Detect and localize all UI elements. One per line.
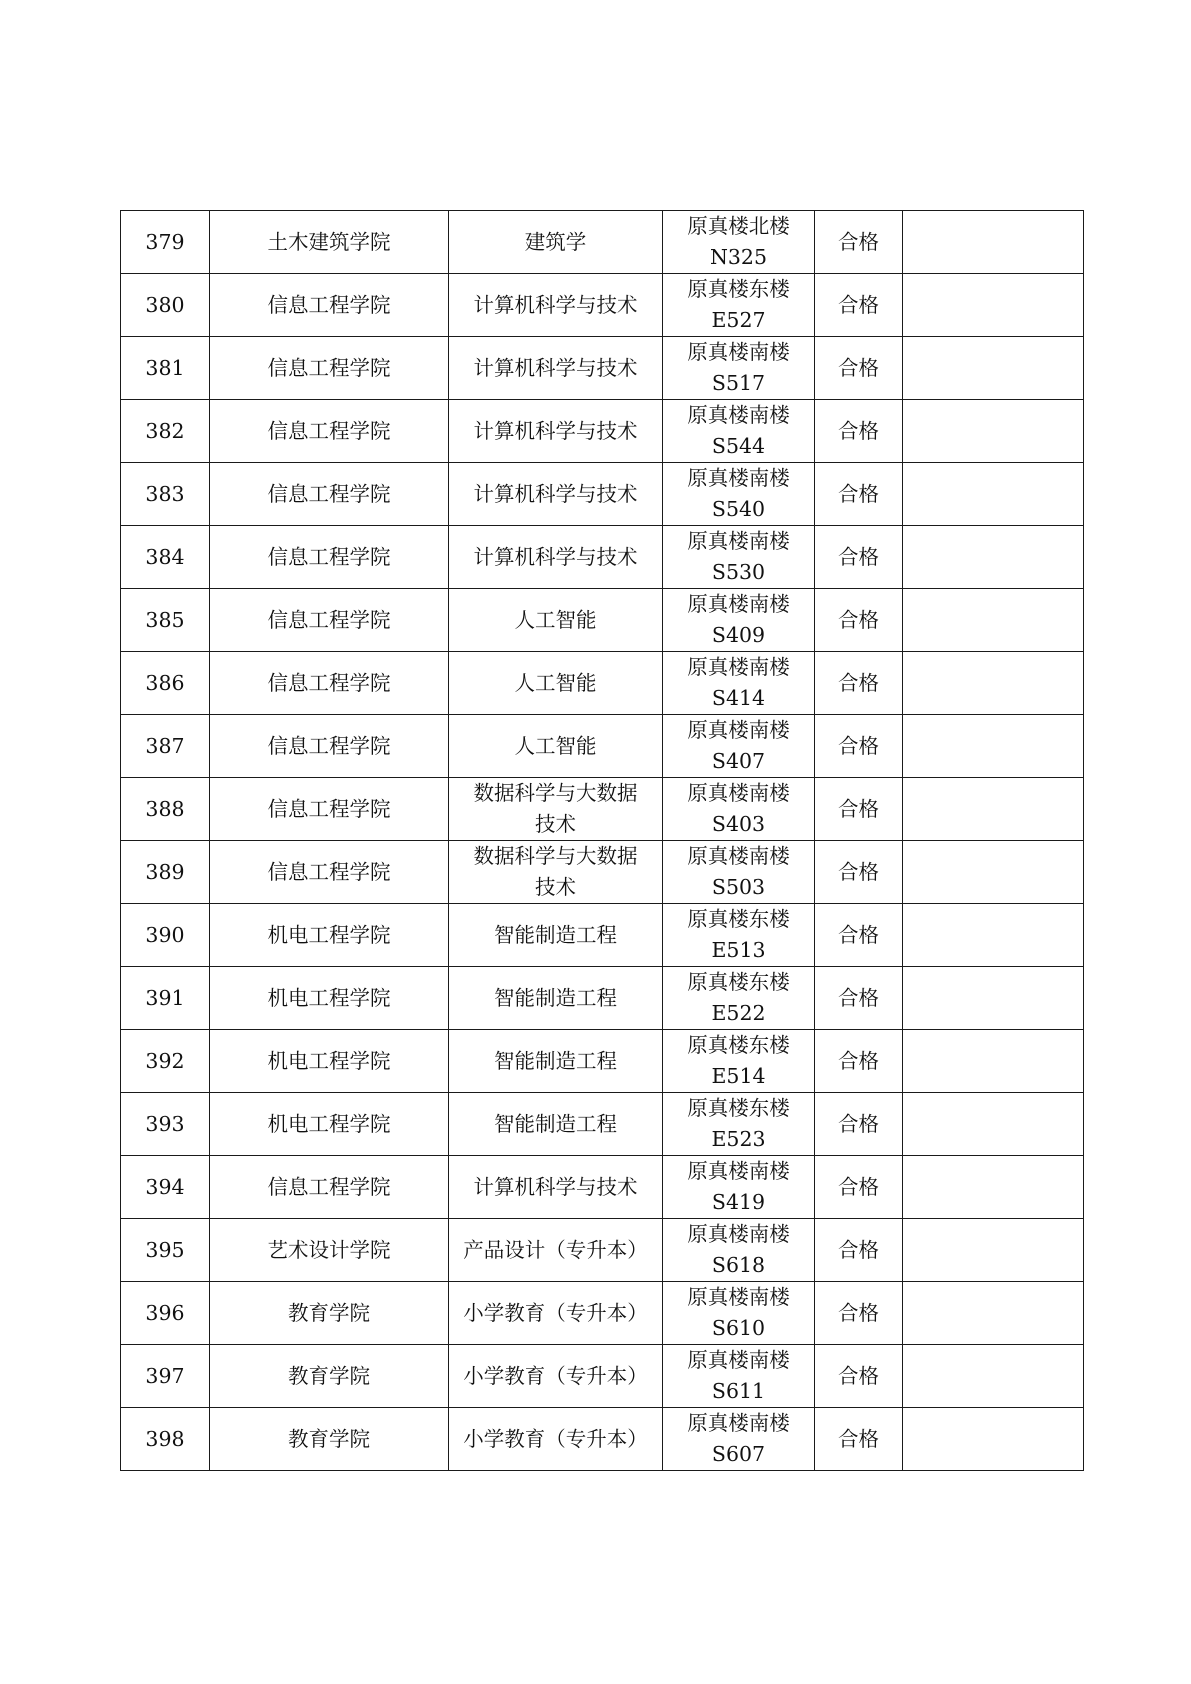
room-number: E513 [711,938,766,962]
building-name: 原真楼南楼 [687,844,790,868]
building-name: 原真楼南楼 [687,1222,790,1246]
major-line: 小学教育（专升本） [463,1426,648,1451]
classroom-cell [663,715,815,778]
college-cell: 机电工程学院 [210,904,449,967]
row-number-cell: 396 [121,1282,210,1345]
major-line: 建筑学 [524,229,587,254]
building-name: 原真楼南楼 [687,1159,790,1183]
building-name: 原真楼南楼 [687,655,790,679]
result-cell: 合格 [815,778,903,841]
row-number-cell: 385 [121,589,210,652]
college-cell: 信息工程学院 [210,652,449,715]
table-row [121,904,1084,967]
remark-cell [903,967,1084,1030]
remark-cell [903,904,1084,967]
row-number-cell: 394 [121,1156,210,1219]
remark-cell [903,337,1084,400]
remark-cell [903,589,1084,652]
room-number: S409 [711,623,766,647]
major-line: 计算机科学与技术 [473,481,638,506]
result-cell: 合格 [815,967,903,1030]
major-line: 数据科学与大数据 [473,781,638,805]
major-cell [449,1156,663,1219]
inspection-results-table [120,210,1084,1471]
classroom-cell [663,778,815,841]
table-row [121,211,1084,274]
college-cell: 教育学院 [210,1345,449,1408]
college-cell: 信息工程学院 [210,526,449,589]
row-number-cell: 388 [121,778,210,841]
row-number-cell: 380 [121,274,210,337]
room-number: E514 [711,1064,766,1088]
row-number-cell: 398 [121,1408,210,1471]
major-line: 数据科学与大数据 [473,844,638,868]
result-cell: 合格 [815,1030,903,1093]
major-line: 人工智能 [514,733,597,758]
college-cell: 信息工程学院 [210,715,449,778]
college-cell: 信息工程学院 [210,589,449,652]
remark-cell [903,778,1084,841]
major-cell [449,400,663,463]
room-number: N325 [709,245,768,269]
major-cell [449,589,663,652]
college-cell: 教育学院 [210,1408,449,1471]
result-cell: 合格 [815,463,903,526]
major-line: 计算机科学与技术 [473,418,638,443]
remark-cell [903,1345,1084,1408]
table-row [121,526,1084,589]
room-number: S503 [711,875,766,899]
room-number: S403 [711,812,766,836]
table-row [121,1219,1084,1282]
building-name: 原真楼南楼 [687,781,790,805]
table-body [121,211,1084,1471]
row-number-cell: 393 [121,1093,210,1156]
classroom-cell [663,652,815,715]
row-number-cell: 392 [121,1030,210,1093]
table-row [121,400,1084,463]
remark-cell [903,1282,1084,1345]
result-cell: 合格 [815,1345,903,1408]
major-line: 智能制造工程 [494,1048,617,1073]
row-number-cell: 382 [121,400,210,463]
row-number-cell: 386 [121,652,210,715]
result-cell: 合格 [815,1093,903,1156]
major-cell [449,652,663,715]
result-cell: 合格 [815,715,903,778]
remark-cell [903,1219,1084,1282]
table-row [121,463,1084,526]
table-row [121,652,1084,715]
major-cell [449,337,663,400]
college-cell: 土木建筑学院 [210,211,449,274]
table-row [121,715,1084,778]
major-line: 智能制造工程 [494,985,617,1010]
table-row [121,841,1084,904]
classroom-cell [663,904,815,967]
result-cell: 合格 [815,652,903,715]
building-name: 原真楼南楼 [687,592,790,616]
major-cell [449,715,663,778]
classroom-cell [663,274,815,337]
major-line: 人工智能 [514,607,597,632]
result-cell: 合格 [815,337,903,400]
college-cell: 艺术设计学院 [210,1219,449,1282]
row-number-cell: 389 [121,841,210,904]
table-row [121,1282,1084,1345]
major-cell [449,1030,663,1093]
room-number: E527 [711,308,766,332]
remark-cell [903,463,1084,526]
major-line: 计算机科学与技术 [473,1174,638,1199]
result-cell: 合格 [815,211,903,274]
table-row [121,1093,1084,1156]
table-row [121,1030,1084,1093]
building-name: 原真楼东楼 [687,1096,790,1120]
row-number-cell: 397 [121,1345,210,1408]
classroom-cell [663,337,815,400]
classroom-cell [663,526,815,589]
college-cell: 信息工程学院 [210,778,449,841]
result-cell: 合格 [815,589,903,652]
college-cell: 信息工程学院 [210,463,449,526]
room-number: S618 [711,1253,766,1277]
result-cell: 合格 [815,1156,903,1219]
college-cell: 信息工程学院 [210,1156,449,1219]
row-number-cell: 379 [121,211,210,274]
major-line: 小学教育（专升本） [463,1300,648,1325]
classroom-cell [663,1030,815,1093]
major-line: 智能制造工程 [494,922,617,947]
row-number-cell: 384 [121,526,210,589]
major-line: 计算机科学与技术 [473,292,638,317]
room-number: S517 [711,371,766,395]
result-cell: 合格 [815,841,903,904]
result-cell: 合格 [815,1408,903,1471]
building-name: 原真楼北楼 [687,214,790,238]
building-name: 原真楼南楼 [687,340,790,364]
major-cell [449,526,663,589]
remark-cell [903,1093,1084,1156]
classroom-cell [663,400,815,463]
building-name: 原真楼南楼 [687,1348,790,1372]
major-line: 智能制造工程 [494,1111,617,1136]
major-line: 技术 [535,875,576,899]
row-number-cell: 390 [121,904,210,967]
major-line: 计算机科学与技术 [473,544,638,569]
college-cell: 机电工程学院 [210,1030,449,1093]
classroom-cell [663,463,815,526]
major-cell [449,274,663,337]
row-number-cell: 391 [121,967,210,1030]
major-cell [449,967,663,1030]
building-name: 原真楼东楼 [687,907,790,931]
remark-cell [903,652,1084,715]
row-number-cell: 381 [121,337,210,400]
room-number: S540 [711,497,766,521]
classroom-cell [663,967,815,1030]
classroom-cell [663,1282,815,1345]
table-row [121,337,1084,400]
classroom-cell [663,1093,815,1156]
result-cell: 合格 [815,274,903,337]
college-cell: 信息工程学院 [210,841,449,904]
building-name: 原真楼南楼 [687,403,790,427]
remark-cell [903,715,1084,778]
major-line: 人工智能 [514,670,597,695]
classroom-cell [663,1408,815,1471]
table-row [121,589,1084,652]
room-number: S407 [711,749,766,773]
row-number-cell: 395 [121,1219,210,1282]
room-number: S611 [711,1379,766,1403]
college-cell: 信息工程学院 [210,337,449,400]
remark-cell [903,526,1084,589]
room-number: S610 [711,1316,766,1340]
major-cell [449,904,663,967]
room-number: E523 [711,1127,766,1151]
room-number: E522 [711,1001,766,1025]
major-cell [449,1408,663,1471]
building-name: 原真楼南楼 [687,466,790,490]
major-cell [449,1282,663,1345]
major-line: 产品设计（专升本） [463,1237,648,1262]
college-cell: 教育学院 [210,1282,449,1345]
remark-cell [903,1408,1084,1471]
room-number: S414 [711,686,766,710]
result-cell: 合格 [815,1219,903,1282]
room-number: S419 [711,1190,766,1214]
major-cell [449,841,663,904]
building-name: 原真楼南楼 [687,1411,790,1435]
major-cell [449,1345,663,1408]
table-row [121,1345,1084,1408]
remark-cell [903,841,1084,904]
major-cell [449,463,663,526]
major-cell [449,211,663,274]
room-number: S607 [711,1442,766,1466]
major-cell [449,1219,663,1282]
building-name: 原真楼东楼 [687,970,790,994]
remark-cell [903,1156,1084,1219]
classroom-cell [663,211,815,274]
table-row [121,1408,1084,1471]
room-number: S530 [711,560,766,584]
table-row [121,274,1084,337]
college-cell: 机电工程学院 [210,967,449,1030]
building-name: 原真楼南楼 [687,529,790,553]
major-line: 小学教育（专升本） [463,1363,648,1388]
remark-cell [903,400,1084,463]
row-number-cell: 387 [121,715,210,778]
building-name: 原真楼南楼 [687,1285,790,1309]
result-cell: 合格 [815,526,903,589]
result-cell: 合格 [815,1282,903,1345]
major-line: 计算机科学与技术 [473,355,638,380]
room-number: S544 [711,434,766,458]
building-name: 原真楼南楼 [687,718,790,742]
classroom-cell [663,1156,815,1219]
remark-cell [903,211,1084,274]
classroom-cell [663,1219,815,1282]
major-line: 技术 [535,812,576,836]
remark-cell [903,274,1084,337]
college-cell: 信息工程学院 [210,274,449,337]
major-cell [449,778,663,841]
college-cell: 信息工程学院 [210,400,449,463]
result-cell: 合格 [815,400,903,463]
result-cell: 合格 [815,904,903,967]
row-number-cell: 383 [121,463,210,526]
table-row [121,778,1084,841]
classroom-cell [663,589,815,652]
classroom-cell [663,1345,815,1408]
building-name: 原真楼东楼 [687,277,790,301]
table-row [121,1156,1084,1219]
classroom-cell [663,841,815,904]
building-name: 原真楼东楼 [687,1033,790,1057]
remark-cell [903,1030,1084,1093]
college-cell: 机电工程学院 [210,1093,449,1156]
table-row [121,967,1084,1030]
major-cell [449,1093,663,1156]
